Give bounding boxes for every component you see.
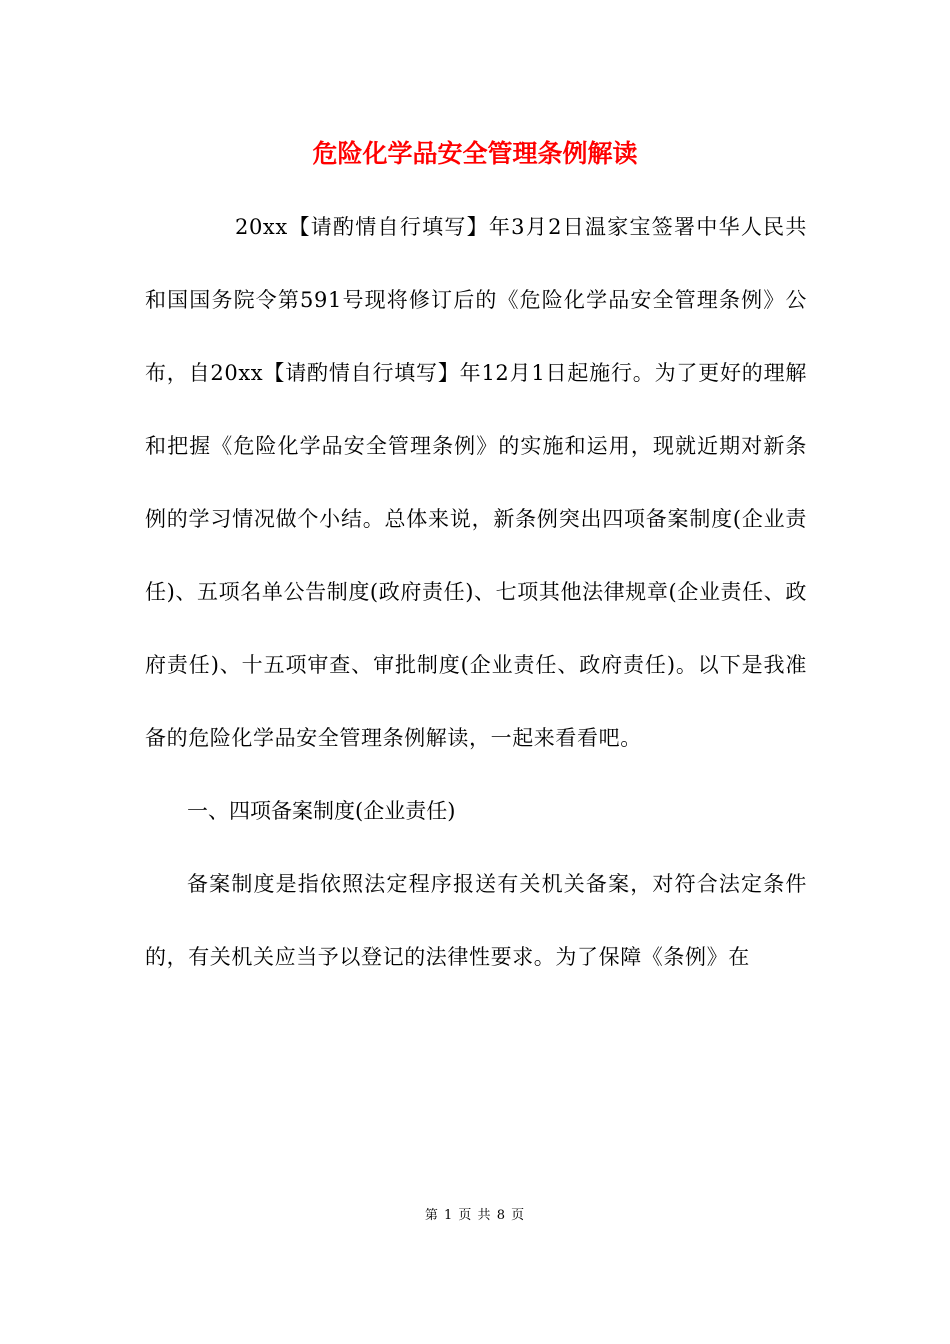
document-body (145, 191, 807, 994)
intro-paragraph: 20xx【请酌情自行填写】年3月2日温家宝签署中华人民共和国国务院令第591号现将修订后的《危险化学品安全管理条例》公布，自20xx【请酌情自行填写】年12月1日起施行。为了更好的理解和把握《危险化学品安全管理条例》的实施和运用，现就近期对新条例的学习情况做个小结。总体来说，新条例突出四项备案制度(企业责任)、五项名单公告制度(政府责任)、七项其他法律规章(企业责任、政府责任)、十五项审查、审批制度(企业责任、政府责任)。以下是我准备的危险化学品安全管理条例解读，一起来看看吧。 (145, 215, 807, 750)
section-paragraph: 备案制度是指依照法定程序报送有关机关备案，对符合法定条件的，有关机关应当予以登记的法律性要求。为了保障《条例》在 (145, 872, 807, 969)
page-number-footer: 第 1 页 共 8 页 (424, 1208, 526, 1223)
document-title: 危险化学品安全管理条例解读 (312, 139, 638, 168)
section-heading: 一、四项备案制度(企业责任) (187, 799, 456, 823)
